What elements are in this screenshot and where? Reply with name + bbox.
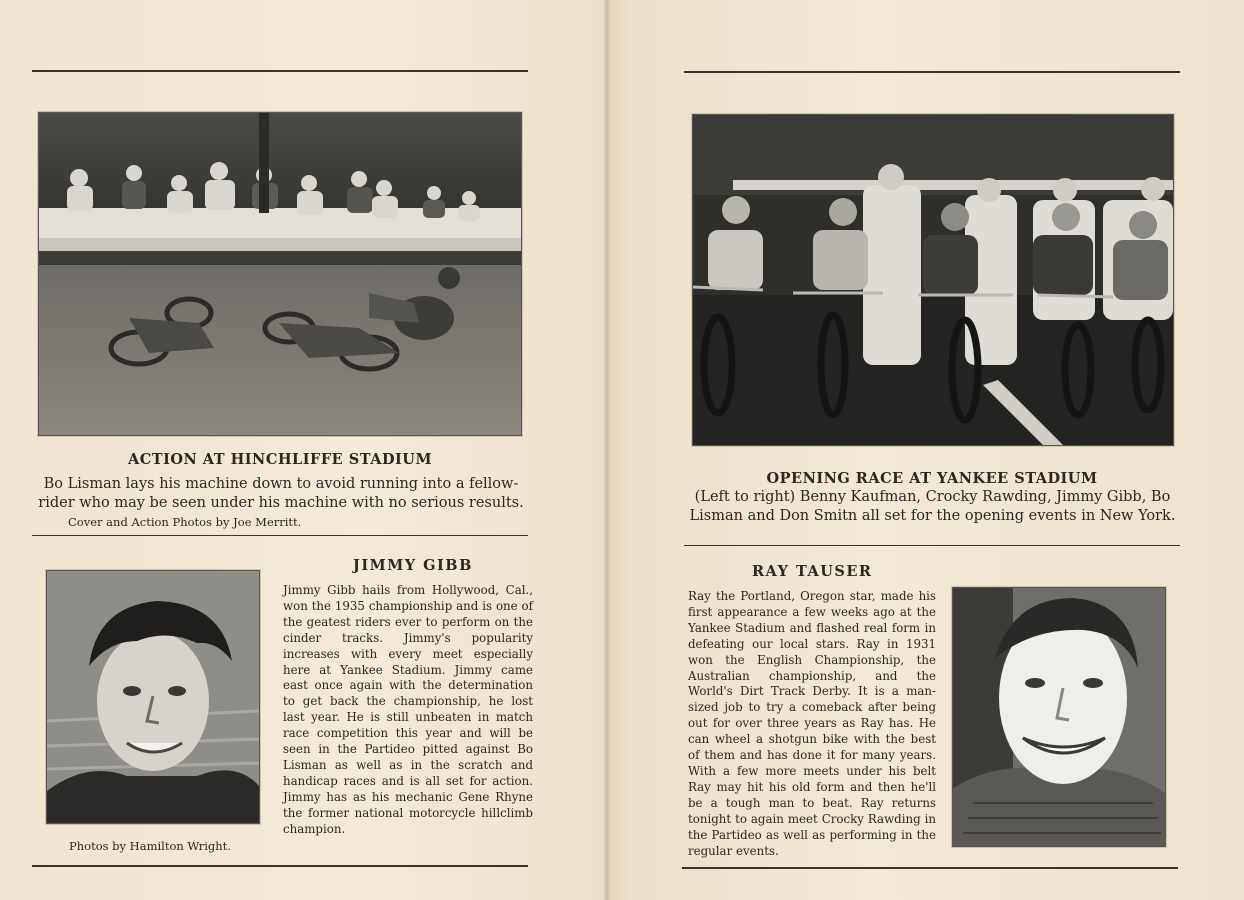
yankee-stadium-start-photo: [692, 114, 1174, 446]
ray-tauser-portrait: [952, 587, 1166, 847]
section-rule-right: [684, 545, 1180, 546]
top-rule-right: [684, 71, 1180, 73]
right-page: [610, 0, 1244, 900]
jimmy-gibb-heading: JIMMY GIBB: [353, 557, 473, 574]
bottom-rule: [32, 865, 528, 867]
ray-tauser-article: [688, 589, 936, 859]
section-rule: [32, 535, 528, 536]
hinchliffe-photo-title: ACTION AT HINCHLIFFE STADIUM: [127, 451, 432, 468]
ray-tauser-heading: RAY TAUSER: [752, 563, 873, 580]
left-page: [0, 0, 604, 900]
top-rule: [32, 70, 528, 72]
jimmy-gibb-portrait: [46, 570, 260, 824]
portrait-photo-credit: Photos by Hamilton Wright.: [69, 839, 231, 853]
hinchliffe-action-photo: [38, 112, 522, 436]
jimmy-gibb-article: [283, 583, 533, 838]
yankee-photo-caption: (Left to right) Benny Kaufman, Crocky Rawding, Jimmy Gibb, Bo Lisman and Don Smitn all set for the opening events in New York.: [689, 489, 1176, 524]
yankee-photo-title: OPENING RACE AT YANKEE STADIUM: [766, 470, 1098, 487]
bottom-rule-right: [682, 867, 1178, 869]
cover-photo-credit: Cover and Action Photos by Joe Merritt.: [68, 515, 302, 529]
ray-tauser-article-text: Ray the Portland, Oregon star, made his first appearance a few weeks ago at the Yankee Stadium and flashed real form in defeating our local stars. Ray in 1931 won the English Championship, the Australian championship, and the World's Dirt Track Derby. It is a man-sized job to try a comeback after being out for over three years as Ray has. He can wheel a shotgun bike with the best of them and has done it for many years. With a few more meets under his belt Ray may hit his old form and then he'll be a tough man to beat. Ray returns tonight to again meet Crocky Rawding in the Partideo as well as performing in the regular events.: [688, 589, 936, 858]
jimmy-gibb-article-text: Jimmy Gibb hails from Hollywood, Cal., won the 1935 championship and is one of the geatest riders ever to perform on the cinder tracks. Jimmy's popularity increases with every meet especially here at Yankee Stadium. Jimmy came east once again with the determination to get back the championship, he lost last year. He is still unbeaten in match race competition this year and will be seen in the Partideo pitted against Bo Lisman as well as in the scratch and handicap races and is all set for action. Jimmy has as his mechanic Gene Rhyne the former national motorcycle hillclimb champion.: [283, 583, 533, 836]
hinchliffe-photo-caption: Bo Lisman lays his machine down to avoid running into a fellow-rider who may be seen under his machine with no serious results.: [38, 476, 524, 511]
